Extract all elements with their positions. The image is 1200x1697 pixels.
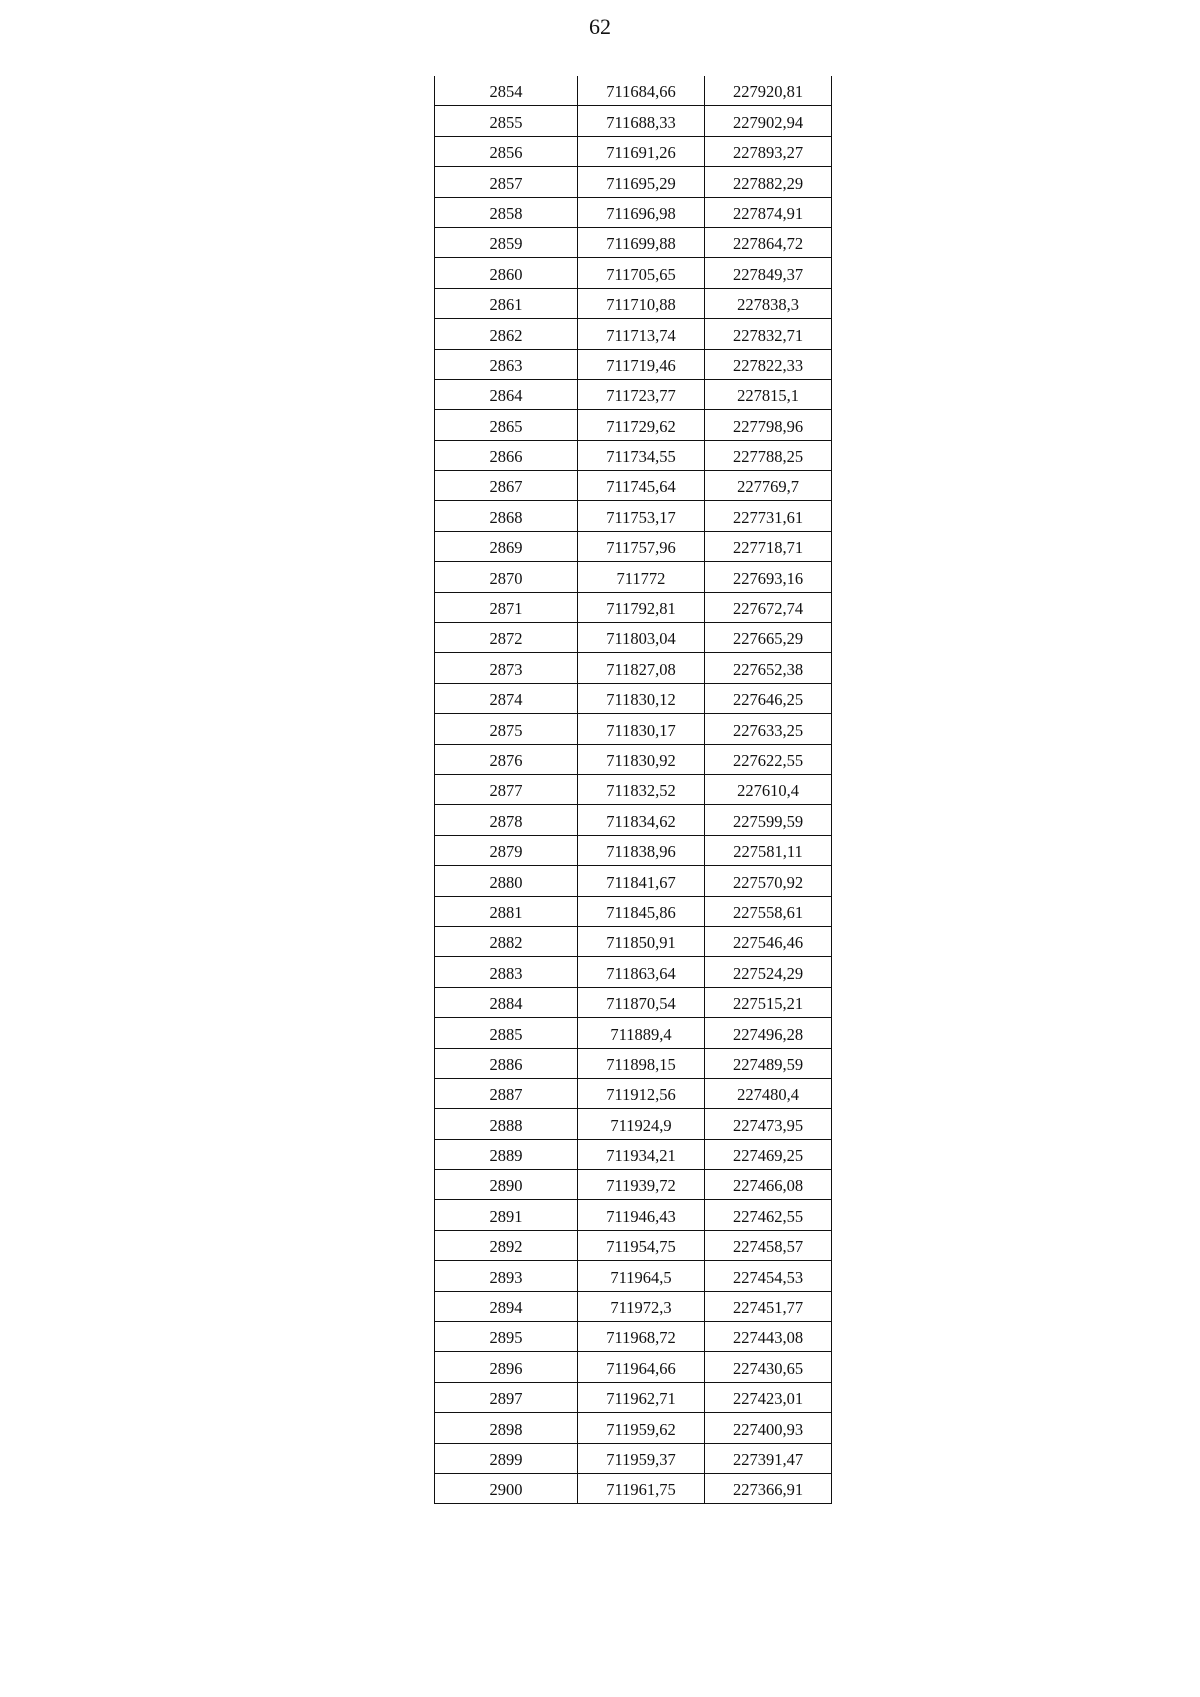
point-number-cell: 2898: [435, 1413, 578, 1443]
y-coordinate-cell: 227788,25: [705, 440, 832, 470]
x-coordinate-cell: 711723,77: [578, 379, 705, 409]
y-coordinate-cell: 227815,1: [705, 379, 832, 409]
table-row: [435, 683, 832, 713]
y-coordinate-cell: 227430,65: [705, 1352, 832, 1382]
x-coordinate-cell: 711684,66: [578, 76, 705, 106]
y-coordinate-cell: 227423,01: [705, 1382, 832, 1412]
table-row: [435, 1261, 832, 1291]
y-coordinate-cell: 227570,92: [705, 866, 832, 896]
x-coordinate-cell: 711792,81: [578, 592, 705, 622]
table-row: [435, 1230, 832, 1260]
x-coordinate-cell: 711968,72: [578, 1322, 705, 1352]
y-coordinate-cell: 227599,59: [705, 805, 832, 835]
x-coordinate-cell: 711705,65: [578, 258, 705, 288]
x-coordinate-cell: 711753,17: [578, 501, 705, 531]
point-number-cell: 2882: [435, 926, 578, 956]
y-coordinate-cell: 227633,25: [705, 714, 832, 744]
table-row: [435, 562, 832, 592]
table-row: [435, 957, 832, 987]
point-number-cell: 2889: [435, 1139, 578, 1169]
point-number-cell: 2878: [435, 805, 578, 835]
table-row: [435, 76, 832, 106]
point-number-cell: 2880: [435, 866, 578, 896]
page-number: 62: [589, 14, 611, 39]
point-number-cell: 2886: [435, 1048, 578, 1078]
point-number-cell: 2890: [435, 1170, 578, 1200]
x-coordinate-cell: 711803,04: [578, 623, 705, 653]
point-number-cell: 2856: [435, 136, 578, 166]
x-coordinate-cell: 711845,86: [578, 896, 705, 926]
table-row: [435, 1443, 832, 1473]
y-coordinate-cell: 227920,81: [705, 76, 832, 106]
table-row: [435, 501, 832, 531]
table-row: [435, 319, 832, 349]
point-number-cell: 2896: [435, 1352, 578, 1382]
x-coordinate-cell: 711939,72: [578, 1170, 705, 1200]
point-number-cell: 2899: [435, 1443, 578, 1473]
table-row: [435, 744, 832, 774]
table-row: [435, 440, 832, 470]
table-row: [435, 774, 832, 804]
y-coordinate-cell: 227480,4: [705, 1078, 832, 1108]
x-coordinate-cell: 711841,67: [578, 866, 705, 896]
y-coordinate-cell: 227466,08: [705, 1170, 832, 1200]
table-row: [435, 197, 832, 227]
y-coordinate-cell: 227672,74: [705, 592, 832, 622]
x-coordinate-cell: 711934,21: [578, 1139, 705, 1169]
table-row: [435, 258, 832, 288]
x-coordinate-cell: 711889,4: [578, 1018, 705, 1048]
point-number-cell: 2887: [435, 1078, 578, 1108]
table-row: [435, 1382, 832, 1412]
y-coordinate-cell: 227473,95: [705, 1109, 832, 1139]
table-row: [435, 835, 832, 865]
x-coordinate-cell: 711954,75: [578, 1230, 705, 1260]
y-coordinate-cell: 227366,91: [705, 1473, 832, 1503]
y-coordinate-cell: 227462,55: [705, 1200, 832, 1230]
table-row: [435, 227, 832, 257]
point-number-cell: 2865: [435, 410, 578, 440]
point-number-cell: 2874: [435, 683, 578, 713]
x-coordinate-cell: 711870,54: [578, 987, 705, 1017]
y-coordinate-cell: 227581,11: [705, 835, 832, 865]
point-number-cell: 2893: [435, 1261, 578, 1291]
point-number-cell: 2859: [435, 227, 578, 257]
x-coordinate-cell: 711962,71: [578, 1382, 705, 1412]
table-row: [435, 1291, 832, 1321]
x-coordinate-cell: 711699,88: [578, 227, 705, 257]
y-coordinate-cell: 227718,71: [705, 531, 832, 561]
y-coordinate-cell: 227546,46: [705, 926, 832, 956]
y-coordinate-cell: 227451,77: [705, 1291, 832, 1321]
table-row: [435, 106, 832, 136]
point-number-cell: 2879: [435, 835, 578, 865]
y-coordinate-cell: 227832,71: [705, 319, 832, 349]
table-row: [435, 1139, 832, 1169]
x-coordinate-cell: 711696,98: [578, 197, 705, 227]
table-row: [435, 410, 832, 440]
point-number-cell: 2888: [435, 1109, 578, 1139]
x-coordinate-cell: 711924,9: [578, 1109, 705, 1139]
y-coordinate-cell: 227693,16: [705, 562, 832, 592]
table-row: [435, 623, 832, 653]
point-number-cell: 2866: [435, 440, 578, 470]
table-row: [435, 531, 832, 561]
table-row: [435, 1078, 832, 1108]
point-number-cell: 2884: [435, 987, 578, 1017]
x-coordinate-cell: 711691,26: [578, 136, 705, 166]
table-row: [435, 592, 832, 622]
x-coordinate-cell: 711961,75: [578, 1473, 705, 1503]
point-number-cell: 2868: [435, 501, 578, 531]
table-row: [435, 1322, 832, 1352]
x-coordinate-cell: 711946,43: [578, 1200, 705, 1230]
point-number-cell: 2869: [435, 531, 578, 561]
table-row: [435, 288, 832, 318]
y-coordinate-cell: 227864,72: [705, 227, 832, 257]
y-coordinate-cell: 227443,08: [705, 1322, 832, 1352]
table-row: [435, 1473, 832, 1503]
point-number-cell: 2857: [435, 167, 578, 197]
point-number-cell: 2891: [435, 1200, 578, 1230]
point-number-cell: 2892: [435, 1230, 578, 1260]
table-row: [435, 136, 832, 166]
x-coordinate-cell: 711898,15: [578, 1048, 705, 1078]
point-number-cell: 2854: [435, 76, 578, 106]
x-coordinate-cell: 711729,62: [578, 410, 705, 440]
x-coordinate-cell: 711834,62: [578, 805, 705, 835]
point-number-cell: 2871: [435, 592, 578, 622]
x-coordinate-cell: 711734,55: [578, 440, 705, 470]
x-coordinate-cell: 711838,96: [578, 835, 705, 865]
x-coordinate-cell: 711772: [578, 562, 705, 592]
table-row: [435, 1413, 832, 1443]
point-number-cell: 2877: [435, 774, 578, 804]
y-coordinate-cell: 227515,21: [705, 987, 832, 1017]
table-row: [435, 805, 832, 835]
point-number-cell: 2885: [435, 1018, 578, 1048]
y-coordinate-cell: 227622,55: [705, 744, 832, 774]
point-number-cell: 2855: [435, 106, 578, 136]
table-row: [435, 896, 832, 926]
table-row: [435, 379, 832, 409]
table-row: [435, 987, 832, 1017]
x-coordinate-cell: 711830,12: [578, 683, 705, 713]
point-number-cell: 2873: [435, 653, 578, 683]
y-coordinate-cell: 227469,25: [705, 1139, 832, 1169]
point-number-cell: 2900: [435, 1473, 578, 1503]
y-coordinate-cell: 227391,47: [705, 1443, 832, 1473]
y-coordinate-cell: 227652,38: [705, 653, 832, 683]
x-coordinate-cell: 711688,33: [578, 106, 705, 136]
point-number-cell: 2867: [435, 471, 578, 501]
table-row: [435, 471, 832, 501]
y-coordinate-cell: 227798,96: [705, 410, 832, 440]
point-number-cell: 2881: [435, 896, 578, 926]
table-row: [435, 1170, 832, 1200]
point-number-cell: 2858: [435, 197, 578, 227]
coordinates-table-body: [435, 76, 832, 1504]
coordinates-table: [434, 76, 832, 1504]
point-number-cell: 2870: [435, 562, 578, 592]
x-coordinate-cell: 711972,3: [578, 1291, 705, 1321]
point-number-cell: 2860: [435, 258, 578, 288]
y-coordinate-cell: 227496,28: [705, 1018, 832, 1048]
table-row: [435, 926, 832, 956]
point-number-cell: 2876: [435, 744, 578, 774]
point-number-cell: 2861: [435, 288, 578, 318]
y-coordinate-cell: 227400,93: [705, 1413, 832, 1443]
x-coordinate-cell: 711827,08: [578, 653, 705, 683]
point-number-cell: 2883: [435, 957, 578, 987]
x-coordinate-cell: 711959,37: [578, 1443, 705, 1473]
table-row: [435, 1048, 832, 1078]
table-row: [435, 1109, 832, 1139]
point-number-cell: 2897: [435, 1382, 578, 1412]
x-coordinate-cell: 711959,62: [578, 1413, 705, 1443]
table-row: [435, 1018, 832, 1048]
point-number-cell: 2894: [435, 1291, 578, 1321]
x-coordinate-cell: 711832,52: [578, 774, 705, 804]
y-coordinate-cell: 227665,29: [705, 623, 832, 653]
x-coordinate-cell: 711830,92: [578, 744, 705, 774]
x-coordinate-cell: 711850,91: [578, 926, 705, 956]
y-coordinate-cell: 227838,3: [705, 288, 832, 318]
point-number-cell: 2872: [435, 623, 578, 653]
y-coordinate-cell: 227822,33: [705, 349, 832, 379]
table-row: [435, 167, 832, 197]
x-coordinate-cell: 711745,64: [578, 471, 705, 501]
y-coordinate-cell: 227849,37: [705, 258, 832, 288]
y-coordinate-cell: 227489,59: [705, 1048, 832, 1078]
table-row: [435, 349, 832, 379]
table-row: [435, 653, 832, 683]
point-number-cell: 2863: [435, 349, 578, 379]
point-number-cell: 2864: [435, 379, 578, 409]
table-row: [435, 714, 832, 744]
point-number-cell: 2862: [435, 319, 578, 349]
point-number-cell: 2895: [435, 1322, 578, 1352]
x-coordinate-cell: 711713,74: [578, 319, 705, 349]
point-number-cell: 2875: [435, 714, 578, 744]
y-coordinate-cell: 227524,29: [705, 957, 832, 987]
y-coordinate-cell: 227902,94: [705, 106, 832, 136]
table-row: [435, 1200, 832, 1230]
y-coordinate-cell: 227731,61: [705, 501, 832, 531]
y-coordinate-cell: 227893,27: [705, 136, 832, 166]
y-coordinate-cell: 227646,25: [705, 683, 832, 713]
y-coordinate-cell: 227610,4: [705, 774, 832, 804]
x-coordinate-cell: 711964,5: [578, 1261, 705, 1291]
x-coordinate-cell: 711863,64: [578, 957, 705, 987]
x-coordinate-cell: 711964,66: [578, 1352, 705, 1382]
y-coordinate-cell: 227558,61: [705, 896, 832, 926]
x-coordinate-cell: 711757,96: [578, 531, 705, 561]
x-coordinate-cell: 711830,17: [578, 714, 705, 744]
table-row: [435, 1352, 832, 1382]
y-coordinate-cell: 227458,57: [705, 1230, 832, 1260]
x-coordinate-cell: 711912,56: [578, 1078, 705, 1108]
x-coordinate-cell: 711695,29: [578, 167, 705, 197]
y-coordinate-cell: 227454,53: [705, 1261, 832, 1291]
table-row: [435, 866, 832, 896]
x-coordinate-cell: 711719,46: [578, 349, 705, 379]
x-coordinate-cell: 711710,88: [578, 288, 705, 318]
y-coordinate-cell: 227874,91: [705, 197, 832, 227]
y-coordinate-cell: 227882,29: [705, 167, 832, 197]
y-coordinate-cell: 227769,7: [705, 471, 832, 501]
